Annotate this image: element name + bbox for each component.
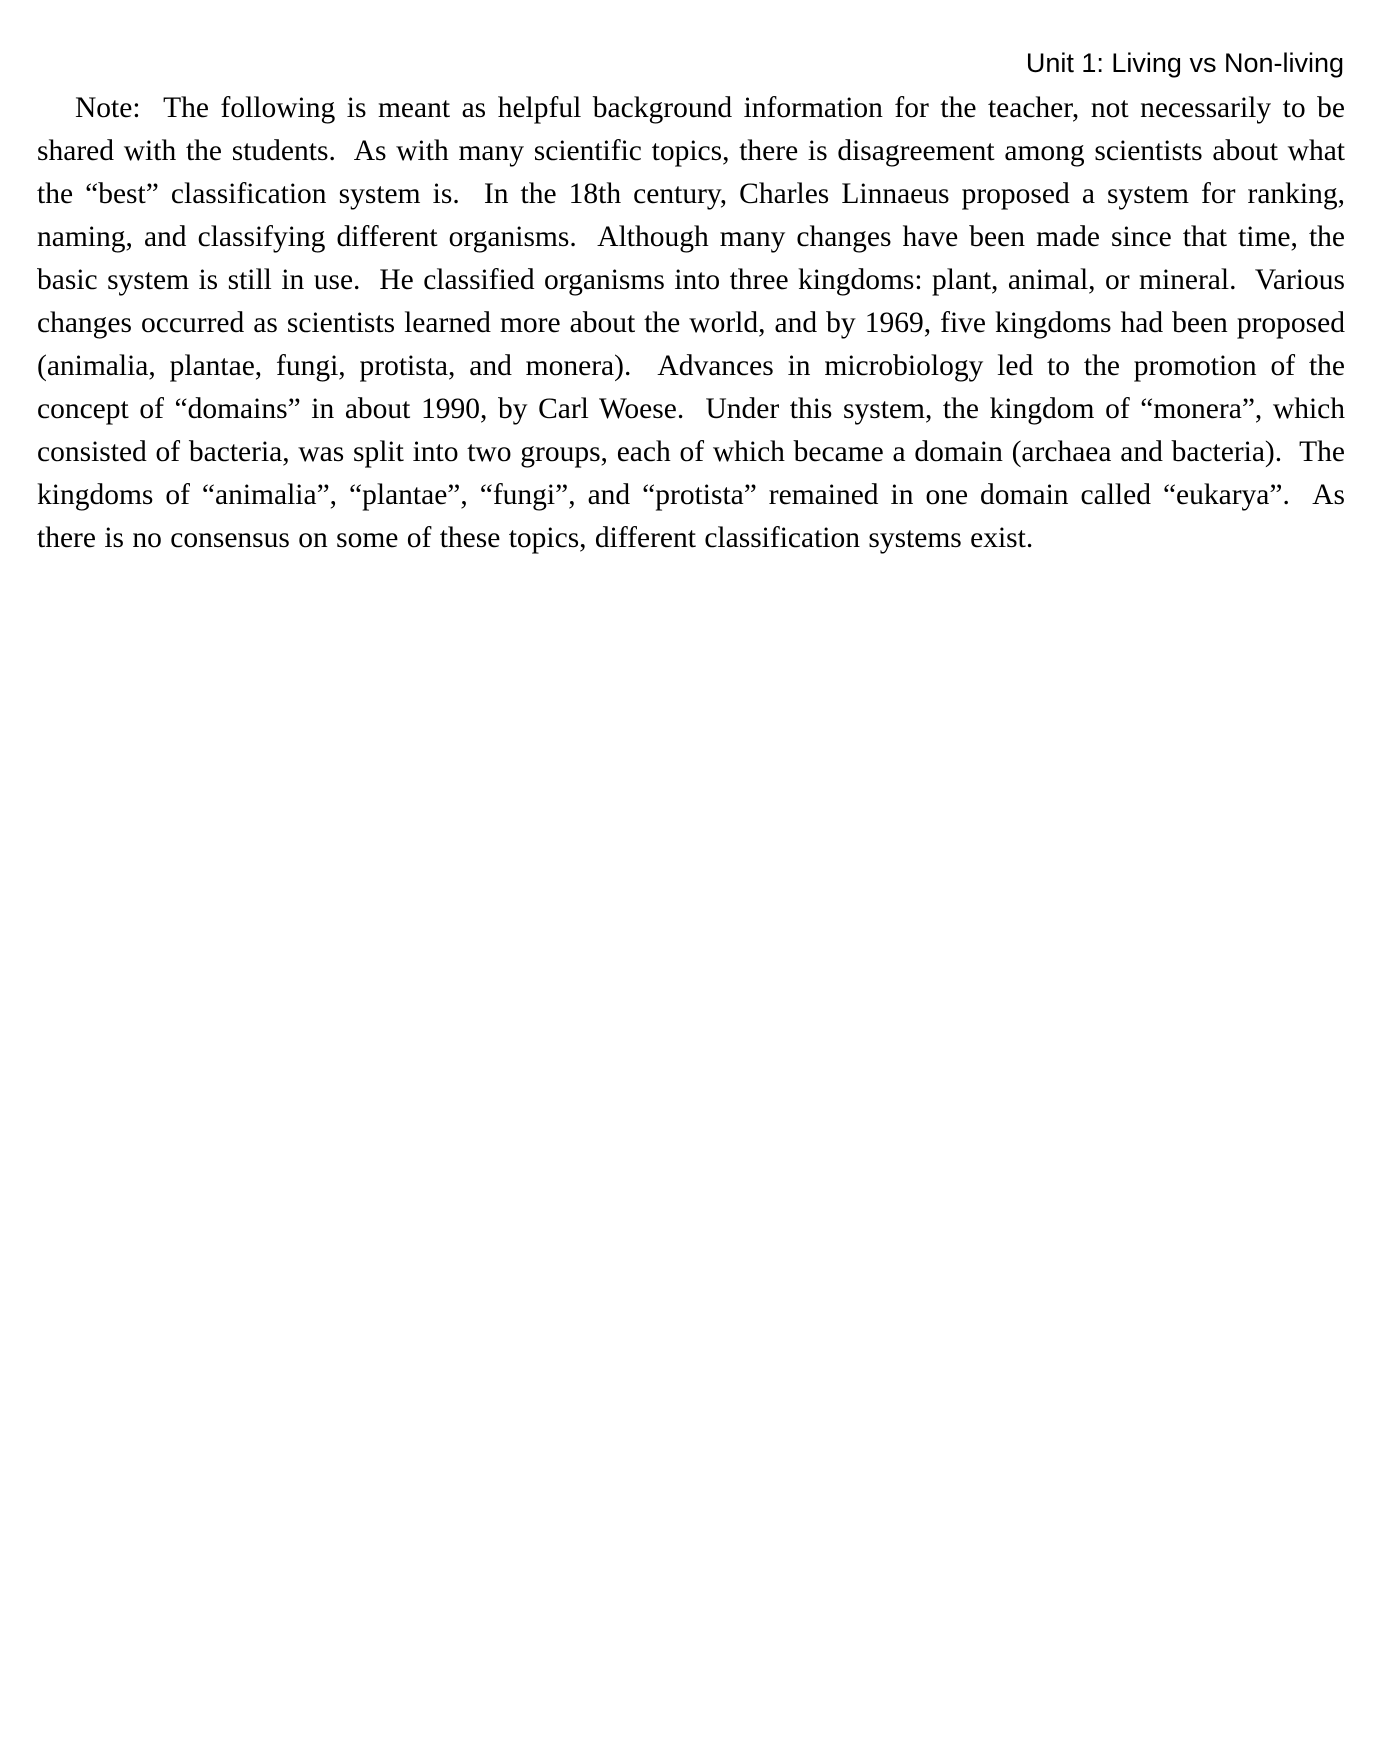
page-header-unit-title: Unit 1: Living vs Non-living — [1025, 48, 1344, 78]
document-content — [0, 0, 1381, 560]
teacher-note-paragraph: Note: The following is meant as helpful background information for the teacher, not necessarily to be shared with the students. As with many scientific topics, there is disagreement among scientists about what the “best” classification system is. In the 18th century, Charles Linnaeus proposed a system for ranking, naming, and classifying different organisms. Although many changes have been made since that time, the basic system is still in use. He classified organisms into three kingdoms: plant, animal, or mineral. Various changes occurred as scientists learned more about the world, and by 1969, five kingdoms had been proposed (animalia, plantae, fungi, protista, and monera). Advances in microbiology led to the promotion of the concept of “domains” in about 1990, by Carl Woese. Under this system, the kingdom of “monera”, which consisted of bacteria, was split into two groups, each of which became a domain (archaea and bacteria). The kingdoms of “animalia”, “plantae”, “fungi”, and “protista” remained in one domain called “eukarya”. As there is no consensus on some of these topics, different classification systems exist. — [37, 92, 1354, 554]
